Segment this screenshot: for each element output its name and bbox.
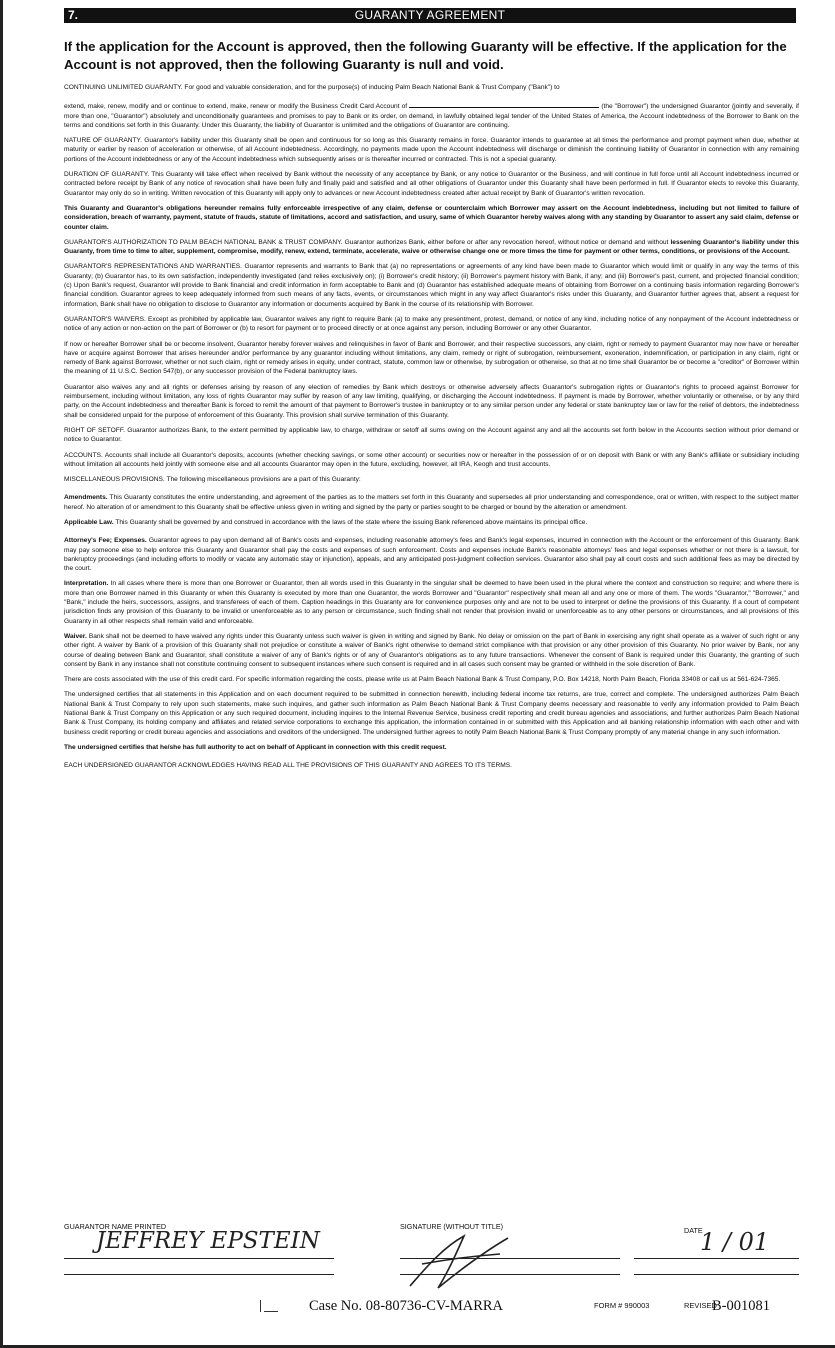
form-number: FORM # 990003 (594, 1301, 650, 1310)
misc-paragraph (64, 475, 799, 484)
borrower-name-field[interactable] (409, 101, 599, 108)
authorization-paragraph (64, 238, 799, 257)
case-number: Case No. 08-80736-CV-MARRA (309, 1298, 504, 1314)
waiver-heading: Waiver. (64, 632, 87, 640)
amendments-heading: Amendments. (64, 494, 108, 502)
amendments-paragraph (64, 493, 799, 512)
interpretation-text: In all cases where there is more than one Borrower or Guarantor, then all words used in this Guaranty in the singular shall be deemed to have been used in the plural where the context and construction so require; and where there is more than one Borrower named in this Guaranty or when this Guaranty is executed by more than one Guarantor, the words Borrower and "Guarantor" respectively shall mean all and any one or more of them. The words "Guarantor," "Borrower," and "Bank," include the heirs, successors, assigns, and transferees of each of them. Caption headings in this Guaranty are for convenience purposes only and are not to be used to interpret or define the provisions of this Guaranty. If a court of competent jurisdiction finds any provision of this Guaranty to be invalid or unenforceable as to any person or circumstance, such finding shall not render that provision invalid or unenforceable as to any other persons or circumstances, and all provisions of this Guaranty in all other respects shall remain valid and enforceable. (64, 580, 800, 625)
scan-mark (264, 1311, 278, 1312)
continuing-paragraph-2 (64, 101, 799, 130)
handwritten-signature[interactable] (404, 1230, 534, 1292)
authority-paragraph: The undersigned certifies that he/she has full authority to act on behalf of Applicant in connection with this credit request. (64, 743, 447, 751)
duration-paragraph (64, 170, 799, 198)
continuing-paragraph-1 (64, 83, 799, 92)
accounts-text: Accounts shall include all Guarantor's deposits, accounts (whether checking savings, or some other account) or securities now or hereafter in the possession of or on deposit with Bank or with any Bank's affiliate or subsidiary including without limitation all accounts held jointly with someone else and all accounts Guarantor may open in the future, excluding, however, all IRA, Keogh and trust accounts. (64, 451, 799, 468)
signature-block (64, 1222, 799, 1302)
fees-paragraph (64, 536, 799, 573)
date-field[interactable]: 1 / 01 (700, 1228, 770, 1256)
nature-text: Guarantor's liability under this Guaranty shall be open and continuous for so long as this Guaranty remains in force. Guarantor intends to guarantee at all times the performance and prompt payment when due, whether at maturity or earlier by reason of acceleration or otherwise, of all Account indebtedness. Accordingly, no payments made upon the Account indebtedness will discharge or diminish the continuing liability of Guarantor in connection with any remaining portions of the Account indebtedness or any of the Account indebtedness which subsequently arises or is thereafter incurred or contracted. This is not a special guaranty. (64, 137, 799, 163)
accounts-paragraph (64, 451, 799, 470)
section-header-bar (64, 8, 796, 23)
waiver-paragraph (64, 632, 799, 669)
also-waives-paragraph: Guarantor also waives any and all rights or defenses arising by reason of any election of remedies by Bank which destroys or otherwise adversely affects Guarantor's subrogation rights or Guarantor's rights to proceed against Borrower for reimbursement, including without limitation, any loss of rights Guarantor may suffer by reason of any law limiting, qualifying, or discharging the Account indebtedness. If payment is made by Borrower, whether voluntarily or otherwise, or by any third party, on the Account indebtedness and thereafter Bank is forced to remit the amount of that payment to Borrower's trustee in bankruptcy or to any similar person under any federal or state bankruptcy law or law for the relief of debtors, the indebtedness shall be considered unpaid for the purpose of enforcement of this Guaranty. This provision shall survive termination of this Guaranty. (64, 383, 799, 419)
authorization-text-a: Guarantor authorizes Bank, either before or after any revocation hereof, without notice or demand and without (344, 238, 669, 246)
nature-paragraph (64, 136, 799, 164)
name-line-2 (64, 1274, 334, 1275)
signature-line (400, 1258, 620, 1259)
setoff-text: Guarantor authorizes Bank, to the extent permitted by applicable law, to charge, withdraw or setoff all sums owing on the Account against any and all the accounts set forth below in the Accounts section without prior demand or notice to Guarantor. (64, 426, 800, 444)
continuing-text-2b: (the "Borrower") the undersigned Guarantor (jointly and severally, if more than one, "Guarantor") absolutely and unconditionally guarantees and promises to pay to Bank or its order, on demand, in lawfully obtained legal tender of the United States of America, the Account indebtedness of the Borrower to Bank on the terms and conditions set forth in this Guaranty. Under this Guaranty, the liability of Guarantor is unlimited and the obligations of Guarantor are continuing. (64, 103, 799, 129)
revised-label: REVISED (684, 1301, 717, 1310)
guarantor-name-label: GUARANTOR NAME PRINTED (64, 1222, 167, 1231)
waivers-paragraph (64, 315, 799, 334)
misc-text: The following miscellaneous provisions are a part of this Guaranty: (166, 476, 361, 484)
fees-text: Guarantor agrees to pay upon demand all of Bank's costs and expenses, including reasonable attorney's fees and Bank's legal expenses, incurred in connection with the Account or the enforcement of this Guaranty. Bank may pay someone else to help enforce this Guaranty and Guarantor shall pay the costs and expenses of such enforcement. Costs and expenses include Bank's reasonable attorneys' fees and legal expenses whether or not there is a lawsuit, for bankruptcy proceedings (and including efforts to modify or vacate any automatic stay or injunction), appeals, and any anticipated post-judgment collection services. Guarantor also shall pay all court costs and such additional fees as may be directed by the court. (64, 537, 799, 573)
date-line (634, 1258, 799, 1259)
representations-paragraph (64, 262, 799, 308)
enforceable-paragraph: This Guaranty and Guarantor's obligations hereunder remains fully enforceable irrespective of any claim, defense or counterclaim which Borrower may assert on the Account indebtedness, including but not limited to failure of consideration, breach of warranty, payment, statute of frauds, statute of limitations, accord and satisfaction, and usury, same of which Guarantor hereby waives along with any standing by Guarantor to assert any said claim, defense or counter claim. (64, 204, 799, 231)
name-line (64, 1258, 334, 1259)
duration-text: This Guaranty will take effect when received by Bank without the necessity of any acceptance by Bank, or any notice to Guarantor or the Business, and will continue in full force until all Account indebtedness incurred or contracted before receipt by Bank of any notice of revocation shall have been fully and finally paid and satisfied and all other obligations of Guarantor under this Guaranty shall have been performed in full. If Guarantor elects to revoke this Guaranty, Guarantor may only do so in writing. Written revocation of this Guaranty will apply only to advances or new Account indebtedness created after actual receipt by Bank of Guarantor's written revocation. (64, 171, 800, 197)
signature-line-2 (400, 1274, 620, 1275)
section-title: GUARANTY AGREEMENT (354, 8, 506, 22)
law-paragraph (64, 518, 799, 527)
setoff-heading: RIGHT OF SETOFF. (64, 426, 125, 434)
authorization-text-b: lessening Guarantor's liability under this Guaranty, from time to time to alter, supplement, compromise, modify, renew, extend, terminate, accelerate, waive or otherwise change one or more times the time for payment or other terms, conditions, or provisions of the Account. (64, 238, 800, 256)
date-label: DATE (684, 1226, 703, 1235)
bates-number: B-001081 (712, 1298, 770, 1314)
representations-heading: GUARANTOR'S REPRESENTATIONS AND WARRANTIES. (64, 263, 242, 271)
waivers-heading: GUARANTOR'S WAIVERS. (64, 315, 146, 323)
continuing-text-1: For good and valuable consideration, and for the purpose(s) of inducing Palm Beach National Bank & Trust Company ("Bank") to (184, 84, 560, 91)
scan-left-border (0, 0, 3, 1348)
approval-headline: If the application for the Account is approved, then the following Guaranty will be effective. If the application for the Account is not approved, then the following Guaranty is null and void. (64, 39, 787, 72)
footer (64, 1298, 799, 1318)
nature-heading: NATURE OF GUARANTY. (64, 137, 142, 145)
continuing-text-2a: extend, make, renew, modify and or continue to extend, make, renew or modify the Business Credit Card Account of (64, 103, 408, 111)
accounts-heading: ACCOUNTS. (64, 451, 103, 459)
representations-text: Guarantor represents and warrants to Bank that (a) no representations or agreements of any kind have been made to Guarantor which would limit or qualify in any way the terms of this Guaranty; (b) Guarantor has, to its own satisfaction, independently investigated (and relies exclusively on); (i) Borrower's credit history; (ii) Borrower's payment history with Bank, if any; and (iii) Borrower's past, current, and projected financial condition; (c) Upon Bank's request, Guarantor will provide to Bank financial and credit information in form acceptable to Bank and (d) Guarantor has established adequate means of obtaining from Borrower on a continuing basis information regarding Borrower's financial condition. Guarantor agrees to keep adequately informed from such means of any facts, events, or circumstances which might in any way affect Guarantor's risks under this Guaranty, and Guarantor further agrees that, absent a request for information, Bank shall have no obligation to disclose to Guarantor any information or documents acquired by Bank in the course of its relationship with Borrower. (64, 263, 799, 308)
authorization-heading: GUARANTOR'S AUTHORIZATION TO PALM BEACH NATIONAL BANK & TRUST COMPANY. (64, 238, 343, 246)
signature-label: SIGNATURE (WITHOUT TITLE) (400, 1222, 504, 1231)
interpretation-paragraph (64, 579, 799, 625)
interpretation-heading: Interpretation. (64, 580, 109, 588)
duration-heading: DURATION OF GUARANTY. (64, 171, 150, 179)
setoff-paragraph (64, 426, 799, 445)
fees-heading: Attorney's Fee; Expenses. (64, 537, 147, 545)
guarantor-name-field[interactable]: JEFFREY EPSTEIN (96, 1228, 320, 1254)
law-text: This Guaranty shall be governed by and construed in accordance with the laws of the state where the issuing Bank referenced above maintains its principal office. (115, 518, 588, 526)
waiver-text: Bank shall not be deemed to have waived any rights under this Guaranty unless such waiver is given in writing and signed by Bank. No delay or omission on the part of Bank in exercising any right shall operate as a waiver of such right or any other right. A waiver by Bank of a provision of this Guaranty shall not prejudice or constitute a waiver of Bank's right otherwise to demand strict compliance with that provision or any other provision of this Guaranty. No prior waiver by Bank, nor any course of dealing between Bank and Guarantor, shall constitute a waiver of any of Bank's rights or of any of Guarantor's obligations as to any future transactions. Whenever the consent of Bank is required under this Guaranty, the granting of such consent by Bank in any instance shall not constitute continuing consent to subsequent instances where such consent is required and in all cases such consent may be granted or withheld in the sole discretion of Bank. (64, 632, 799, 668)
misc-heading: MISCELLANEOUS PROVISIONS. (64, 476, 165, 484)
date-line-2 (634, 1274, 799, 1275)
costs-paragraph: There are costs associated with the use of this credit card. For specific information regarding the costs, please write us at Palm Beach National Bank & Trust Company, P.O. Box 14218, North Palm Beach, Florida 33408 or call us at 561-624-7365. (64, 676, 781, 684)
section-number: 7. (68, 8, 79, 22)
amendments-text: This Guaranty constitutes the entire understanding, and agreement of the parties as to the matters set forth in this Guaranty and supersedes all prior understanding and correspondence, oral or written, with respect to the subject matter hereof. No alteration of or amendment to this Guaranty shall be effective unless given in writing and signed by the party or parties sought to be charged or bound by the alteration or amendment. (64, 494, 799, 511)
insolvent-paragraph: If now or hereafter Borrower shall be or become insolvent, Guarantor hereby forever waives and relinquishes in favor of Bank and Borrower, and their respective successors, any claim, right or remedy to payment Guarantor may now have or hereafter have or acquire against Borrower that arises hereunder and/or performance by any guarantor including without limitations, any claim, remedy or right of subrogation, reimbursement, exoneration, indemnification, or participation in any claim, right or remedy of Bank against Borrower, whether or not such claim, right or remedy arises in equity, under contract, statute, common law or otherwise, by subrogation or otherwise, so that at no time shall Guarantor be or become a "creditor" of Borrower within the meaning of 11 U.S.C. Section 547(b), or any successor provision of the Federal bankruptcy laws. (64, 340, 799, 376)
certifies-paragraph: The undersigned certifies that all statements in this Application and on each document required to be submitted in connection herewith, including federal income tax returns, are true, correct and complete. The undersigned authorizes Palm Beach National Bank & Trust Company to rely upon such statements, make such inquires, and gather such information as Palm Beach National Bank & Trust Company deems necessary and reasonable to verify any information provided to Palm Beach National Bank & Trust Company on this Application or any such required document, including inquires to the Internal Revenue Service, business credit reporting and credit bureau agencies and associations, and further authorizes Palm Beach National Bank & Trust Company, its holding company and affiliates and related service corporations to exchange this application, the information contained in or submitted with this Application and all banking relationship information with each other and with business credit reporting or credit bureau agencies and associations and creditors of the undersigned. The undersigned further agrees to notify Palm Beach National Bank & Trust Company promptly of any material change in any such information. (64, 691, 799, 736)
continuing-heading: CONTINUING UNLIMITED GUARANTY. (64, 84, 183, 91)
acknowledges-paragraph: EACH UNDERSIGNED GUARANTOR ACKNOWLEDGES HAVING READ ALL THE PROVISIONS OF THIS GUARANTY AND AGREES TO ITS TERMS. (64, 762, 512, 770)
law-heading: Applicable Law. (64, 518, 114, 526)
guaranty-body (64, 83, 799, 780)
scan-mark (260, 1300, 261, 1312)
waivers-text: Except as prohibited by applicable law, Guarantor waives any right to require Bank (a) to make any presentment, protest, demand, or notice of any kind, including notice of any nonpayment of the Account indebtedness or notice of any action or non-action on the part of Borrower or (b) to resort for payment or to proceed directly or at once against any person, including Borrower or any other Guarantor. (64, 315, 800, 333)
